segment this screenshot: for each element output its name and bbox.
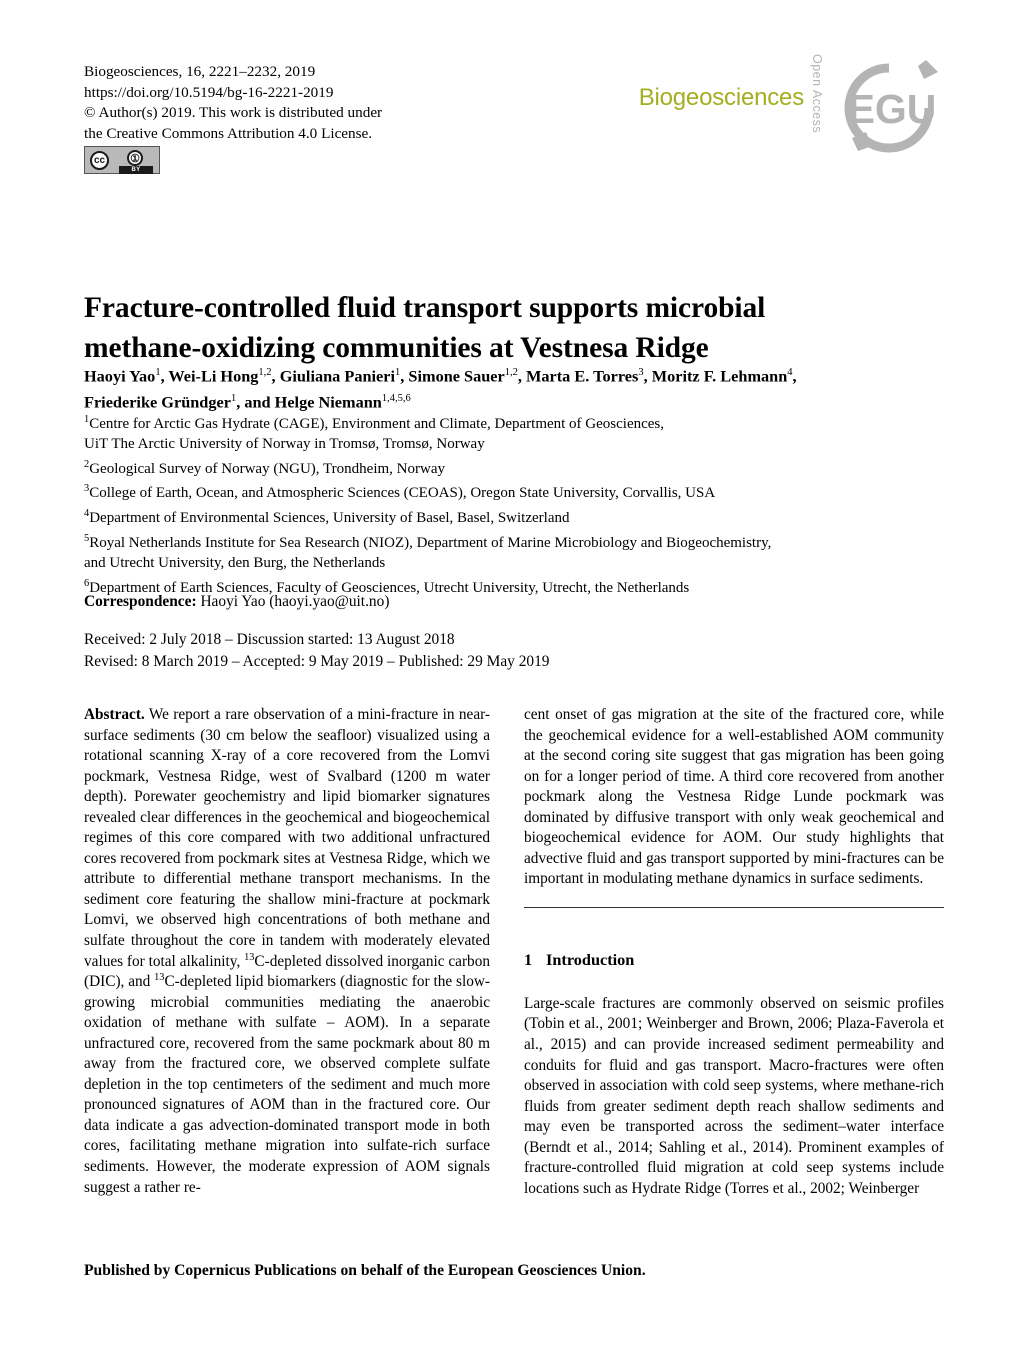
- section-title: Introduction: [546, 949, 635, 969]
- author-line-1: Haoyi Yao$^1$, Wei-Li Hong$^{1,2}$, Giuliana Panieri$^1$, Simone Sauer$^{1,2}$, Marta E. Torres$^3$, Moritz F. Lehmann$^4$,: [84, 366, 797, 386]
- cc-by-person-icon: ①: [127, 150, 143, 166]
- journal-metadata: [84, 62, 382, 144]
- page-footer: Published by Copernicus Publications on behalf of the European Geosciences Union.: [84, 1262, 646, 1279]
- affiliation-item: $^4$Department of Environmental Sciences, University of Basel, Basel, Switzerland: [84, 508, 570, 527]
- copyright-line: © Author(s) 2019. This work is distributed under: [84, 104, 383, 122]
- affiliation-list: [84, 410, 924, 598]
- affiliation-item: $^5$Royal Netherlands Institute for Sea Research (NIOZ), Department of Marine Microbiology and Biogeochemistry,: [84, 532, 772, 551]
- section-divider: [524, 907, 944, 908]
- egu-wordmark: EGU: [847, 86, 937, 132]
- dates-line-1: Received: 2 July 2018 – Discussion started: 13 August 2018: [84, 631, 455, 648]
- affiliation-item: UiT The Arctic University of Norway in Tromsø, Tromsø, Norway: [84, 435, 485, 452]
- title-line-2: methane-oxidizing communities at Vestnesa Ridge: [84, 331, 709, 364]
- journal-logo-block: [634, 52, 944, 164]
- title-line-1: Fracture-controlled fluid transport supports microbial: [84, 291, 766, 324]
- correspondence-label: Correspondence:: [84, 593, 197, 610]
- affiliation-item: $^3$College of Earth, Ocean, and Atmospheric Sciences (CEOAS), Oregon State University, Corvallis, USA: [84, 483, 716, 502]
- affiliation-item: $^2$Geological Survey of Norway (NGU), Trondheim, Norway: [84, 458, 445, 477]
- journal-brand-name: Biogeosciences: [638, 84, 804, 111]
- egu-logo-icon: [834, 54, 944, 162]
- journal-citation: Biogeosciences, 16, 2221–2232, 2019: [84, 63, 316, 80]
- dates-line-2: Revised: 8 March 2019 – Accepted: 9 May 2019 – Published: 29 May 2019: [84, 652, 550, 670]
- abstract-text-left: Abstract. We report a rare observation of a mini-fracture in near-surface sediments (30 cm below the seafloor) visualized using a rotational scanning X-ray of a core recovered from the Lomvi pockmark, Vestnesa Ridge, west of Svalbard (1200 m water depth). Porewater geochemistry and lipid biomarker signatures revealed clear differences in the geochemical and biogeochemical regimes of this core compared with two additional unfractured cores recovered from pockmark sites at Vestnesa Ridge, which we attribute to differential methane transport mechanisms. In the sediment core featuring the shallow mini-fracture at pockmark Lomvi, we observed high concentrations of both methane and sulfate throughout the core in tandem with moderately elevated values for total alkalinity, $^{13}$C-depleted dissolved inorganic carbon (DIC), and $^{13}$C-depleted lipid biomarkers (diagnostic for the slow-growing microbial communities mediating the anaerobic oxidation of methane with sulfate – AOM). In a separate unfractured core, recovered from the same pockmark about 80 m away from the fractured core, we observed complete sulfate depletion in the top centimeters of the sediment and much more pronounced signatures of AOM than in the fractured core. Our data indicate a gas advection-dominated transport mode in both cores, facilitating methane migration into sulfate-rich surface sediments. However, the moderate expression of AOM signals suggest a rather re-: [84, 706, 491, 1196]
- correspondence: [84, 592, 389, 612]
- affiliation-item: $^6$Department of Earth Sciences, Faculty of Geosciences, Utrecht University, Utrecht, the Netherlands: [84, 577, 690, 596]
- cc-by-label: BY: [119, 166, 153, 174]
- creative-commons-badge-icon[interactable]: [84, 146, 160, 174]
- introduction-heading: [524, 950, 944, 970]
- license-line: the Creative Commons Attribution 4.0 License.: [84, 124, 373, 142]
- correspondence-value[interactable]: Haoyi Yao (haoyi.yao@uit.no): [200, 593, 390, 610]
- introduction-body: Large-scale fractures are commonly observed on seismic profiles (Tobin et al., 2001; Weinberger and Brown, 2006; Plaza-Faverola et al., 2015) and can provide increased sediment permeability and conduits for fluid and gas transport. Macro-fractures were often observed in association with cold seep systems, where methane-rich fluids from greater sediment depth reach shallow sediments and may even be transported across the sediment–water interface (Berndt et al., 2014; Sahling et al., 2014). Prominent examples of fracture-controlled fluid migration at cold seep systems include locations such as Hydrate Ridge (Torres et al., 2002; Weinberger: [524, 994, 944, 1197]
- column-left: [84, 705, 490, 1198]
- affiliation-item: and Utrecht University, den Burg, the Netherlands: [84, 554, 386, 571]
- author-list: [84, 362, 914, 414]
- abstract-text-right: cent onset of gas migration at the site of the fractured core, while the geochemical evidence for a well-established AOM community at the second coring site suggest that gas migration has been going on for a longer period of time. A third core recovered from another pockmark along the Vestnesa Ridge Lunde pockmark was dominated by diffusive transport with only weak geochemical and biogeochemical evidence for AOM. Our study highlights that advective fluid and gas transport supported by mini-fractures can be important in modulating methane dynamics in surface sediments.: [524, 706, 944, 888]
- author-line-2: Friederike Gründger$^1$, and Helge Niemann$^{1,4,5,6}$: [84, 392, 411, 412]
- doi-link[interactable]: https://doi.org/10.5194/bg-16-2221-2019: [84, 83, 334, 101]
- cc-logo-icon: cc: [90, 151, 109, 170]
- column-right: [524, 705, 944, 1199]
- affiliation-item: $^1$Centre for Arctic Gas Hydrate (CAGE), Environment and Climate, Department of Geosciences,: [84, 414, 665, 432]
- page-title: [84, 288, 884, 368]
- open-access-label: Open Access: [810, 54, 824, 134]
- section-number: 1: [524, 949, 533, 969]
- publication-dates: [84, 629, 550, 672]
